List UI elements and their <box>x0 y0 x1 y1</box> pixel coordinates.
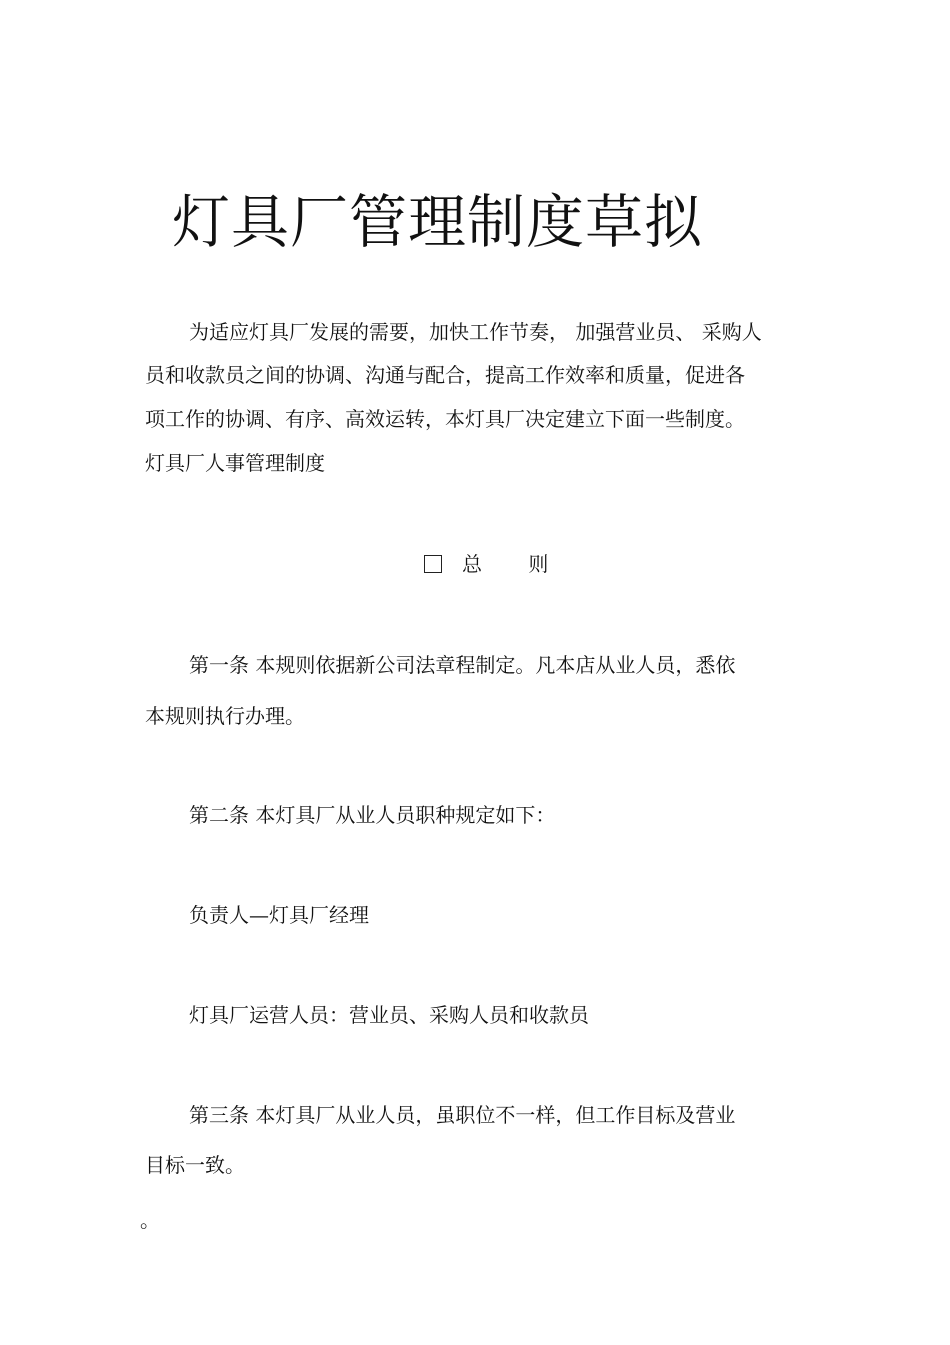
section-heading <box>424 550 568 578</box>
article-3-line-2: 目标一致。 <box>145 1153 245 1177</box>
article-1-line-1: 第一条 本规则依据新公司法章程制定。凡本店从业人员，悉依 <box>189 653 736 677</box>
checkbox-icon <box>424 555 442 573</box>
role-operations: 灯具厂运营人员：营业员、采购人员和收款员 <box>189 1003 589 1027</box>
role-manager: 负责人—灯具厂经理 <box>189 903 369 927</box>
intro-line-3: 项工作的协调、有序、高效运转，本灯具厂决定建立下面一些制度。 <box>145 407 745 431</box>
subtitle: 灯具厂人事管理制度 <box>145 451 325 475</box>
intro-line-1: 为适应灯具厂发展的需要，加快工作节奏， 加强营业员、 采购人 <box>189 320 762 344</box>
article-3-line-1: 第三条 本灯具厂从业人员，虽职位不一样，但工作目标及营业 <box>189 1103 736 1127</box>
intro-line-2: 员和收款员之间的协调、沟通与配合，提高工作效率和质量，促进各 <box>145 363 745 387</box>
document-title: 灯具厂管理制度草拟 <box>172 188 704 256</box>
article-1-line-2: 本规则执行办理。 <box>145 704 305 728</box>
trailing-mark: 。 <box>140 1208 160 1232</box>
article-2: 第二条 本灯具厂从业人员职种规定如下： <box>189 803 556 827</box>
section-heading-text: 总 则 <box>462 552 569 576</box>
